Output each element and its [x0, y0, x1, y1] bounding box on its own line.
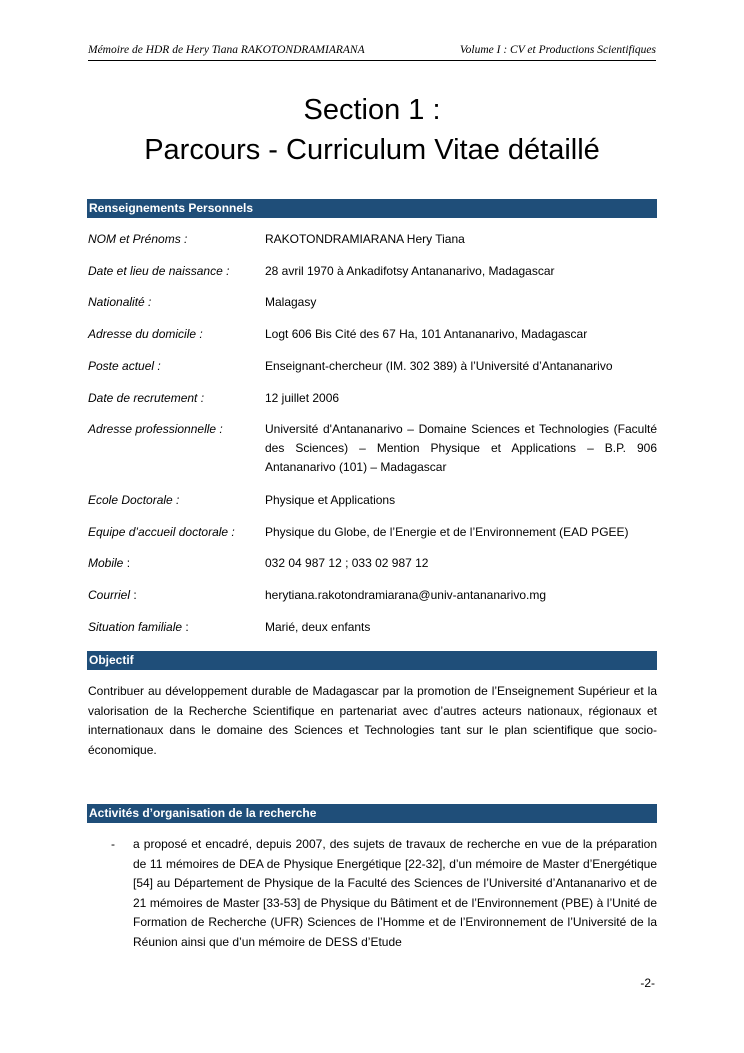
- info-label: Date de recrutement :: [88, 391, 205, 405]
- info-value: 032 04 987 12 ; 033 02 987 12: [265, 556, 429, 570]
- info-value: 12 juillet 2006: [265, 391, 340, 405]
- page-number: -2-: [640, 976, 655, 990]
- info-value: 28 avril 1970 à Ankadifotsy Antananarivo, Madagascar: [265, 264, 555, 278]
- personal-info-heading: Renseignements Personnels: [87, 199, 657, 218]
- info-label: Date et lieu de naissance :: [88, 264, 230, 278]
- info-label: Poste actuel :: [88, 359, 161, 373]
- info-label: Situation familiale :: [88, 620, 189, 634]
- page-header: [88, 42, 656, 61]
- info-value: RAKOTONDRAMIARANA Hery Tiana: [265, 232, 465, 246]
- info-value: Enseignant-chercheur (IM. 302 389) à l’Université d’Antananarivo: [265, 359, 613, 373]
- info-label: Nationalité :: [88, 295, 152, 309]
- section-title-line1: Section 1 :: [303, 94, 441, 126]
- bullet-marker: -: [111, 837, 115, 851]
- info-value: Marié, deux enfants: [265, 620, 371, 634]
- info-value: Physique et Applications: [265, 493, 396, 507]
- info-value: Université d'Antananarivo – Domaine Sciences et Technologies (Faculté des Sciences) – Mention Physique et Applications – B.P. 906 Antananarivo (101) – Madagascar: [265, 422, 657, 474]
- objective-heading: Objectif: [87, 651, 657, 670]
- header-left: Mémoire de HDR de Hery Tiana RAKOTONDRAMIARANA: [88, 44, 365, 56]
- section-title-line2: Parcours - Curriculum Vitae détaillé: [144, 134, 600, 166]
- info-label: Adresse du domicile :: [88, 327, 203, 341]
- info-label: Ecole Doctorale :: [88, 493, 180, 507]
- header-right: Volume I : CV et Productions Scientifiques: [459, 44, 656, 56]
- info-label: Mobile :: [88, 556, 131, 570]
- info-label: Adresse professionnelle :: [88, 422, 223, 436]
- list-item-text: a proposé et encadré, depuis 2007, des sujets de travaux de recherche en vue de la préparation de 11 mémoires de DEA de Physique Energétique [22-32], d’un mémoire de Master d’Energétique [54] au Département de Physique de la Faculté des Sciences de l’Université d’Antananarivo et de 21 mémoires de Master [33-53] de Physique du Bâtiment et de l’Environnement (PBE) à l’Unité de Formation de Recherche (UFR) Sciences de l’Homme et de l’Environnement de l’Université de la Réunion ainsi que d’un mémoire de DESS d’Etude: [133, 837, 657, 949]
- section-title: [88, 90, 656, 170]
- objective-text: Contribuer au développement durable de Madagascar par la promotion de l’Enseignement Supérieur et la valorisation de la Recherche Scientifique en partenariat avec d’autres acteurs nationaux, régionaux et internationaux dans le domaine des Sciences et Technologies tant sur le plan scientifique que socio-économique.: [88, 684, 657, 757]
- research-activities-heading: Activités d’organisation de la recherche: [87, 804, 657, 823]
- info-label: NOM et Prénoms :: [88, 232, 188, 246]
- info-value: Physique du Globe, de l’Energie et de l’Environnement (EAD PGEE): [265, 525, 629, 539]
- info-value: Logt 606 Bis Cité des 67 Ha, 101 Antananarivo, Madagascar: [265, 327, 588, 341]
- info-value: Malagasy: [265, 295, 317, 309]
- info-label: Equipe d’accueil doctorale :: [88, 525, 235, 539]
- info-label: Courriel :: [88, 588, 137, 602]
- info-value: herytiana.rakotondramiarana@univ-antananarivo.mg: [265, 588, 547, 602]
